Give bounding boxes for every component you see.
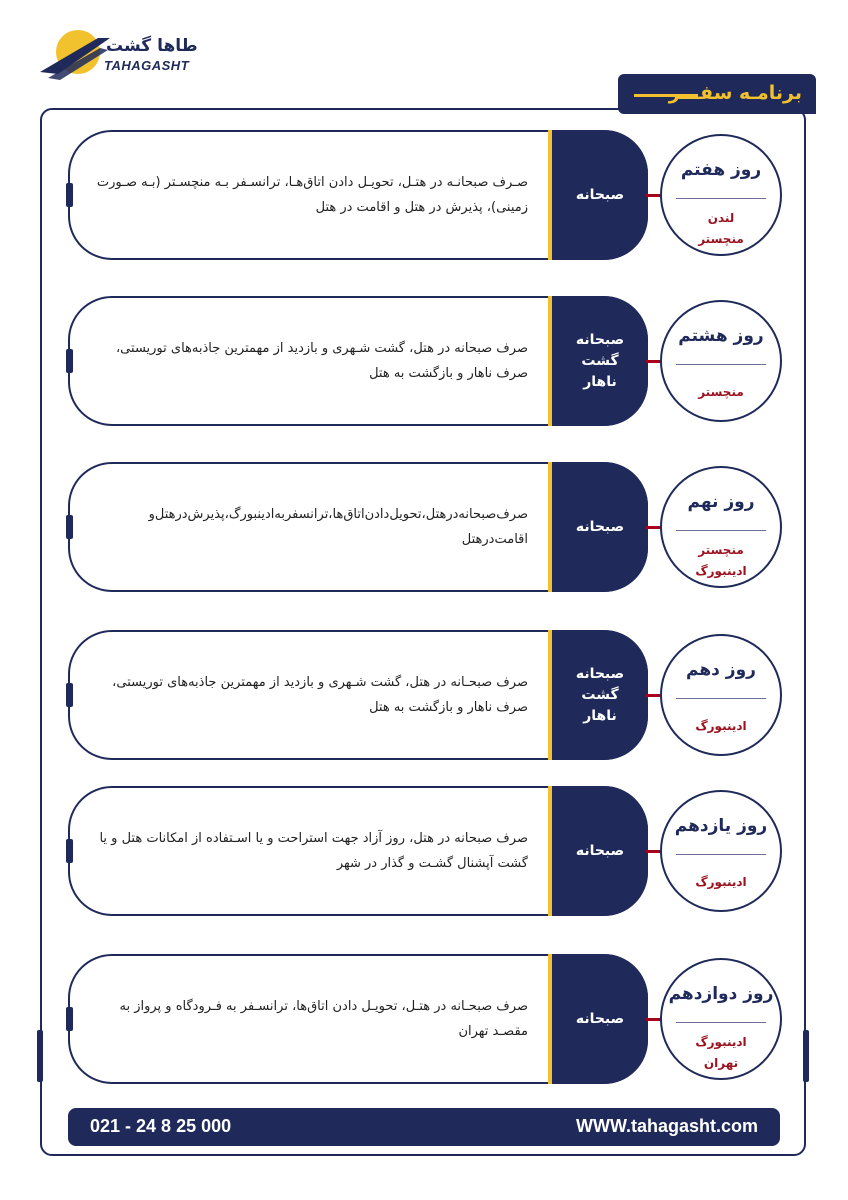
- card-knob: [66, 515, 73, 539]
- card-knob: [66, 683, 73, 707]
- day-description: صرف صبحانه در هتل، روز آزاد جهت استراحت و یا اسـتفاده از امکانات هتل و یا گشت آپشنال گشـت و گذار در شهر: [99, 831, 528, 871]
- day-cities: [662, 382, 780, 403]
- day-description: صرف صبحـانه در هتل، گشت شـهری و بازدید از مهمترین جاذبه‌های توریستی، صرف ناهار و بازگشت به هتل: [112, 675, 528, 715]
- meal-label: صبحانه: [575, 1010, 625, 1027]
- meal-label: صبحانه: [575, 518, 625, 535]
- meal-badge: [548, 630, 648, 760]
- day-title: روز دهم: [686, 660, 756, 680]
- day-separator: [676, 530, 766, 531]
- day-title: روز هشتم: [678, 326, 764, 346]
- day-separator: [676, 1022, 766, 1023]
- meal-badge: [548, 130, 648, 260]
- day-separator: [676, 854, 766, 855]
- day-separator: [676, 198, 766, 199]
- day-description: صرف صبحـانه در هتـل، تحویـل دادن اتاق‌ها، ترانسـفر به فـرودگاه و پرواز به مقصـد تهران: [119, 999, 528, 1039]
- card-knob: [66, 839, 73, 863]
- frame-left-tab: [37, 1030, 43, 1082]
- meal-label: صبحانه: [575, 186, 625, 203]
- city: منچستر: [698, 543, 744, 557]
- city: منچستر: [698, 232, 744, 246]
- day-circle: [660, 134, 782, 256]
- day-card: [68, 630, 648, 760]
- meal-badge: [548, 786, 648, 916]
- phone-number: 021 - 24 8 25 000: [90, 1116, 232, 1136]
- meal-badge: [548, 296, 648, 426]
- frame-right-tab: [803, 1030, 809, 1082]
- card-knob: [66, 183, 73, 207]
- day-cities: [662, 540, 780, 582]
- city: تهران: [703, 1056, 739, 1070]
- day-cities: [662, 872, 780, 893]
- day-card: [68, 954, 648, 1084]
- day-circle: [660, 958, 782, 1080]
- day-card: [68, 130, 648, 260]
- city: ادینبورگ: [695, 875, 747, 889]
- day-description: صرف‌صبحانه‌در‌هتل،تحویل‌دادن‌اتاق‌ها،ترانسفربه‌ادینبورگ،پذیرش‌در‌هتل‌و اقامت‌در‌هتل: [148, 507, 528, 547]
- card-knob: [66, 349, 73, 373]
- day-circle: [660, 634, 782, 756]
- city: منچستر: [698, 385, 744, 399]
- day-title: روز هفتم: [680, 160, 762, 180]
- meal-badge: [548, 954, 648, 1084]
- card-knob: [66, 1007, 73, 1031]
- city: ادینبورگ: [695, 564, 747, 578]
- city: لندن: [707, 211, 735, 225]
- day-title: روز دوازدهم: [668, 984, 774, 1004]
- meal-label: صبحانه گشت ناهار: [575, 665, 625, 724]
- day-description: صرف صبحانه در هتل، گشت شـهری و بازدید از مهمترین جاذبه‌های توریستی، صرف ناهار و بازگشت به هتل: [115, 341, 528, 381]
- day-cities: [662, 1032, 780, 1074]
- day-title: روز یازدهم: [674, 816, 768, 836]
- header-title: برنامـه سفـــر: [668, 82, 802, 104]
- day-description: صـرف صبحانـه در هتـل، تحویـل دادن اتاق‌هـا، ترانسـفر بـه منچسـتر (بـه صـورت زمینی)، پذیرش در هتل و اقامت در هتل: [96, 175, 528, 215]
- day-cities: [662, 208, 780, 250]
- meal-label: صبحانه: [575, 842, 625, 859]
- city: ادینبورگ: [695, 719, 747, 733]
- brand-name-en: TAHAGASHT: [104, 58, 190, 73]
- day-separator: [676, 364, 766, 365]
- brand-name-fa: طاها گشت: [106, 36, 198, 56]
- meal-label: صبحانه گشت ناهار: [575, 331, 625, 390]
- day-circle: [660, 790, 782, 912]
- website-link[interactable]: WWW.tahagasht.com: [575, 1116, 758, 1136]
- meal-badge: [548, 462, 648, 592]
- day-card: [68, 786, 648, 916]
- day-cities: [662, 716, 780, 737]
- contact-footer: [68, 1108, 780, 1146]
- day-card: [68, 462, 648, 592]
- city: ادینبورگ: [695, 1035, 747, 1049]
- day-card: [68, 296, 648, 426]
- day-circle: [660, 466, 782, 588]
- day-title: روز نهم: [687, 492, 755, 512]
- day-separator: [676, 698, 766, 699]
- day-circle: [660, 300, 782, 422]
